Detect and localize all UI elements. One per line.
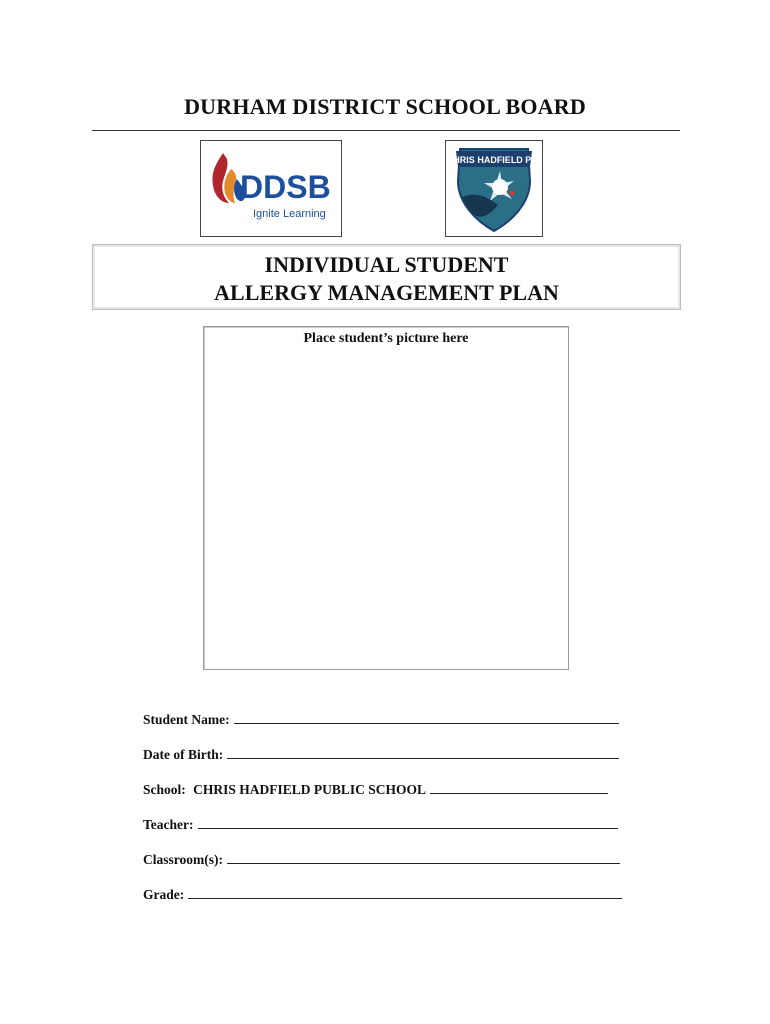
student-photo-placeholder[interactable] xyxy=(203,326,569,670)
grade-input[interactable] xyxy=(188,886,622,899)
date-of-birth-label: Date of Birth: xyxy=(143,747,224,762)
ddsb-logo-graphic xyxy=(201,141,341,236)
grade-label: Grade: xyxy=(143,887,185,902)
student-name-field[interactable] xyxy=(143,711,619,728)
plan-title-line-2: ALLERGY MANAGEMENT PLAN xyxy=(214,280,559,305)
school-crest-logo xyxy=(445,140,543,237)
grade-field[interactable] xyxy=(143,886,622,903)
school-input[interactable] xyxy=(430,781,608,794)
teacher-input[interactable] xyxy=(198,816,618,829)
photo-caption: Place student’s picture here xyxy=(303,331,469,346)
crest-banner-text: CHRIS HADFIELD P.S. xyxy=(446,155,542,165)
header-divider xyxy=(92,130,680,131)
plan-title-line-1: INDIVIDUAL STUDENT xyxy=(264,252,509,277)
plan-title-box xyxy=(92,244,681,310)
board-title: DURHAM DISTRICT SCHOOL BOARD xyxy=(184,94,586,119)
classroom-field[interactable] xyxy=(143,851,620,868)
student-name-input[interactable] xyxy=(234,711,619,724)
school-label: School: xyxy=(143,782,186,797)
date-of-birth-field[interactable] xyxy=(143,746,619,763)
school-crest-graphic xyxy=(446,141,542,236)
classroom-input[interactable] xyxy=(227,851,620,864)
school-field[interactable] xyxy=(143,781,608,798)
school-value: CHRIS HADFIELD PUBLIC SCHOOL xyxy=(193,782,427,797)
teacher-label: Teacher: xyxy=(143,817,194,832)
date-of-birth-input[interactable] xyxy=(227,746,619,759)
classroom-label: Classroom(s): xyxy=(143,852,223,867)
teacher-field[interactable] xyxy=(143,816,618,833)
ddsb-wordmark: DDSB xyxy=(240,169,331,205)
ddsb-tagline: Ignite Learning xyxy=(253,208,326,220)
student-name-label: Student Name: xyxy=(143,712,230,727)
ddsb-logo xyxy=(200,140,342,237)
